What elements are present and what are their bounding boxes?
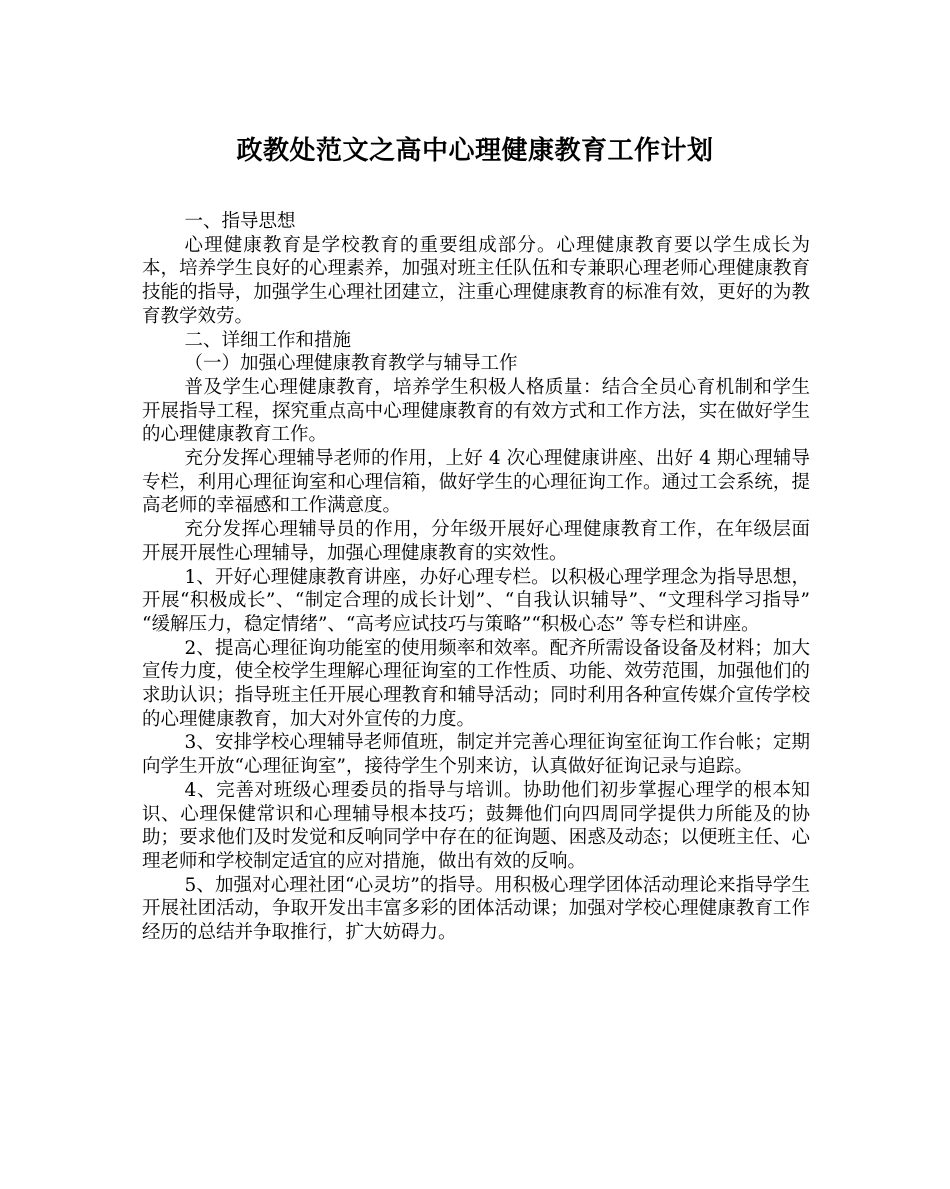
section-heading-work-measures: 二、详细工作和措施 bbox=[184, 329, 352, 351]
list-item: 3、安排学校心理辅导老师值班，制定并完善心理征询室征询工作台帐；定期向学生开放“心理征询室”，接待学生个别来访，认真做好征询记录与追踪。 bbox=[142, 732, 810, 778]
paragraph: 心理健康教育是学校教育的重要组成部分。心理健康教育要以学生成长为本，培养学生良好的心理素养，加强对班主任队伍和专兼职心理老师心理健康教育技能的指导，加强学生心理社团建立，注重心理健康教育的标准有效，更好的为教育教学效劳。 bbox=[142, 234, 810, 327]
document-title: 政教处范文之高中心理健康教育工作计划 bbox=[236, 136, 714, 166]
list-item: 5、加强对心理社团“心灵坊”的指导。用积极心理学团体活动理论来指导学生开展社团活动，争取开发出丰富多彩的团体活动课；加强对学校心理健康教育工作经历的总结并争取推行，扩大妨碍力。 bbox=[142, 874, 810, 944]
list-item: 4、完善对班级心理委员的指导与培训。协助他们初步掌握心理学的根本知识、心理保健常识和心理辅导根本技巧；鼓舞他们向四周同学提供力所能及的协助；要求他们及时发觉和反响同学中存在的征询题、困惑及动态；以便班主任、心理老师和学校制定适宜的应对措施，做出有效的反响。 bbox=[142, 779, 810, 872]
paragraph: 普及学生心理健康教育，培养学生积极人格质量：结合全员心育机制和学生开展指导工程，探究重点高中心理健康教育的有效方式和工作方法，实在做好学生的心理健康教育工作。 bbox=[142, 376, 810, 446]
list-item: 2、提高心理征询功能室的使用频率和效率。配齐所需设备设备及材料；加大宣传力度，使全校学生理解心理征询室的工作性质、功能、效劳范围，加强他们的求助认识；指导班主任开展心理教育和辅导活动；同时利用各种宣传媒介宣传学校的心理健康教育，加大对外宣传的力度。 bbox=[142, 637, 810, 730]
paragraph: 充分发挥心理辅导员的作用，分年级开展好心理健康教育工作，在年级层面开展开展性心理辅导，加强心理健康教育的实效性。 bbox=[142, 519, 810, 564]
subsection-heading: （一）加强心理健康教育教学与辅导工作 bbox=[184, 353, 518, 375]
document-body bbox=[142, 210, 810, 945]
paragraph: 充分发挥心理辅导老师的作用，上好 4 次心理健康讲座、出好 4 期心理辅导专栏，利用心理征询室和心理信箱，做好学生的心理征询工作。通过工会系统，提高老师的幸福感和工作满意度。 bbox=[142, 448, 810, 517]
list-item: 1、开好心理健康教育讲座，办好心理专栏。以积极心理学理念为指导思想，开展“积极成长”、“制定合理的成长计划”、“自我认识辅导”、“文理科学习指导” “缓解压力，稳定情绪”、“高考应试技巧与策略”“积极心态” 等专栏和讲座。 bbox=[142, 566, 810, 635]
section-heading-guiding-thought: 一、指导思想 bbox=[184, 211, 296, 232]
